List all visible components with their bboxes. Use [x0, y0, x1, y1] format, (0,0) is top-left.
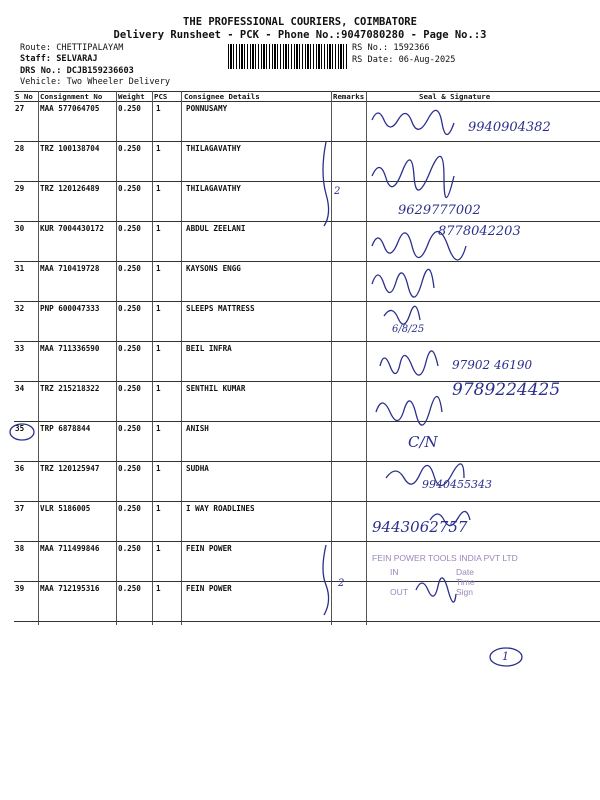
row-consignee: FEIN POWER [186, 584, 232, 593]
route-label: Route: CHETTIPALAYAM [20, 43, 124, 53]
remarks-bracket-label: 2 [334, 186, 341, 197]
row-pcs: 1 [156, 304, 161, 313]
row-pcs: 1 [156, 344, 161, 353]
col-header-seal: Seal & Signature [419, 92, 491, 101]
stamp-sign: Sign [456, 587, 474, 597]
signature-mark [430, 511, 470, 525]
remarks-bracket-label: 2 [338, 578, 345, 589]
col-header-weight: Weight [118, 92, 145, 101]
row-consignee: SUDHA [186, 464, 209, 473]
signature-mark [372, 156, 454, 197]
row-sno: 37 [15, 504, 25, 513]
row-sno: 31 [15, 264, 25, 273]
stamp-in: IN [390, 567, 399, 577]
signature-mark [380, 351, 438, 375]
row-consignment-no: MAA 712195316 [40, 584, 100, 593]
row-weight: 0.250 [118, 544, 141, 553]
row-consignee: THILAGAVATHY [186, 184, 241, 193]
row-weight: 0.250 [118, 424, 141, 433]
stamp-company: FEIN POWER TOOLS INDIA PVT LTD [372, 553, 518, 563]
handwritten-phone: 9940455343 [422, 478, 492, 491]
row-consignment-no: PNP 600047333 [40, 304, 100, 313]
row-weight: 0.250 [118, 344, 141, 353]
row-pcs: 1 [156, 504, 161, 513]
row-pcs: 1 [156, 464, 161, 473]
row-sno: 32 [15, 304, 25, 313]
vehicle-label: Vehicle: Two Wheeler Delivery [20, 77, 171, 87]
row-sno: 28 [15, 144, 25, 153]
signature-mark [376, 396, 442, 425]
col-header-sno: S No [15, 92, 33, 101]
handwritten-phone: 9940904382 [468, 120, 551, 135]
page-mark: 1 [502, 650, 509, 663]
row-consignee: FEIN POWER [186, 544, 232, 553]
handwritten-phone: 97902 46190 [452, 358, 533, 372]
row-weight: 0.250 [118, 304, 141, 313]
row-pcs: 1 [156, 144, 161, 153]
row-weight: 0.250 [118, 144, 141, 153]
row-consignee: ANISH [186, 424, 209, 433]
row-consignee: SENTHIL KUMAR [186, 384, 246, 393]
row-weight: 0.250 [118, 184, 141, 193]
row-weight: 0.250 [118, 464, 141, 473]
row-consignment-no: TRZ 215218322 [40, 384, 100, 393]
handwritten-phone: 9629777002 [398, 203, 481, 218]
row-consignee: ABDUL ZEELANI [186, 224, 246, 233]
row-pcs: 1 [156, 544, 161, 553]
row-weight: 0.250 [118, 104, 141, 113]
drs-label: DRS No.: DCJB159236603 [20, 66, 134, 76]
row-pcs: 1 [156, 384, 161, 393]
rs-date-label: RS Date: 06-Aug-2025 [352, 55, 456, 65]
row-sno: 27 [15, 104, 25, 113]
page-subtitle: Delivery Runsheet - PCK - Phone No.:9047080280 - Page No.:3 [113, 29, 487, 41]
row-consignment-no: VLR 5186005 [40, 504, 91, 513]
row-consignment-no: TRP 6878844 [40, 424, 91, 433]
row-consignee: PONNUSAMY [186, 104, 228, 113]
row-consignment-no: TRZ 120125947 [40, 464, 100, 473]
row-sno: 38 [15, 544, 25, 553]
row-consignment-no: MAA 710419728 [40, 264, 100, 273]
remarks-bracket [323, 142, 329, 226]
handwritten-phone: 9443062757 [372, 518, 468, 536]
remarks-bracket [323, 545, 329, 615]
handwritten-phone: 8778042203 [438, 224, 521, 239]
row-weight: 0.250 [118, 264, 141, 273]
row-pcs: 1 [156, 584, 161, 593]
row-sno: 34 [15, 384, 25, 393]
row-weight: 0.250 [118, 224, 141, 233]
row-pcs: 1 [156, 264, 161, 273]
row-sno: 33 [15, 344, 25, 353]
row-consignment-no: MAA 577064705 [40, 104, 100, 113]
row-consignee: SLEEPS MATTRESS [186, 304, 255, 313]
col-header-pcs: PCS [154, 92, 168, 101]
row-sno: 29 [15, 184, 25, 193]
row-consignee: BEIL INFRA [186, 344, 232, 353]
row-weight: 0.250 [118, 584, 141, 593]
row-consignment-no: MAA 711499846 [40, 544, 100, 553]
rs-no-label: RS No.: 1592366 [352, 43, 430, 53]
page-title: THE PROFESSIONAL COURIERS, COIMBATORE [183, 16, 417, 28]
row-consignee: KAYSONS ENGG [186, 264, 241, 273]
row-pcs: 1 [156, 224, 161, 233]
row-sno: 30 [15, 224, 25, 233]
handwritten-date: 6/8/25 [392, 324, 425, 335]
company-stamp [372, 553, 542, 613]
stamp-time: Time [456, 577, 475, 587]
row-consignee: I WAY ROADLINES [186, 504, 255, 513]
staff-label: Staff: SELVARAJ [20, 54, 98, 64]
row-consignment-no: TRZ 120126489 [40, 184, 100, 193]
signature-mark [372, 110, 454, 134]
row-sno: 36 [15, 464, 25, 473]
stamp-out: OUT [390, 587, 408, 597]
row-pcs: 1 [156, 424, 161, 433]
serial-circle [10, 424, 34, 440]
col-header-remarks: Remarks [333, 92, 365, 101]
row-consignment-no: MAA 711336590 [40, 344, 100, 353]
row-sno: 39 [15, 584, 25, 593]
handwritten-cn: C/N [408, 433, 438, 451]
signature-mark [386, 464, 464, 486]
row-pcs: 1 [156, 184, 161, 193]
stamp-date: Date [456, 567, 474, 577]
row-pcs: 1 [156, 104, 161, 113]
signature-mark [384, 306, 420, 324]
signature-mark [372, 231, 466, 260]
col-header-consignee: Consignee Details [184, 92, 260, 101]
row-weight: 0.250 [118, 504, 141, 513]
col-header-consignment: Consignment No [40, 92, 103, 101]
row-consignment-no: KUR 7004430172 [40, 224, 105, 233]
row-consignee: THILAGAVATHY [186, 144, 241, 153]
row-sno: 35 [15, 424, 25, 433]
signature-mark [372, 269, 434, 297]
row-weight: 0.250 [118, 384, 141, 393]
handwritten-phone: 9789224425 [452, 380, 561, 400]
row-consignment-no: TRZ 100138704 [40, 144, 100, 153]
